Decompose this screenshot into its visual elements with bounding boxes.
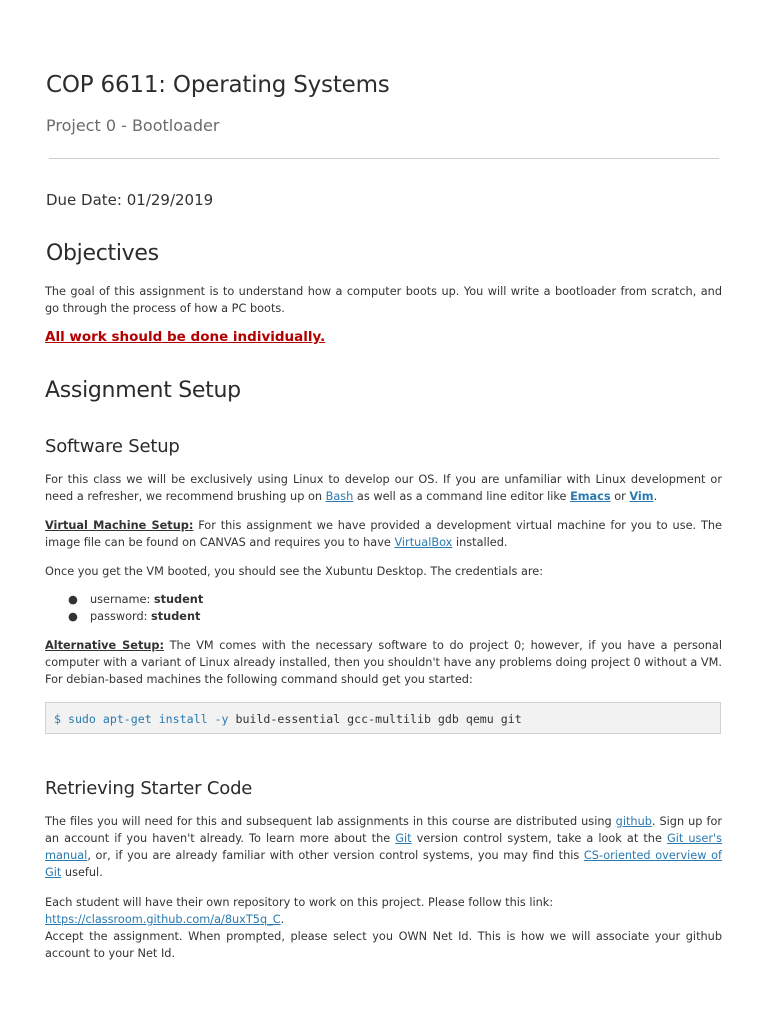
starter-code-paragraph: The files you will need for this and subsequent lab assignments in this course are distributed using github. Sign up for an account if you haven't already. To learn more about the Git version control system, take a look at the Git user's manual, or, if you are already familiar with other version control systems, you may find this CS-oriented overview of Git useful. [45, 815, 723, 879]
classroom-link[interactable]: https://classroom.github.com/a/8uxT5q_C [45, 913, 281, 926]
vm-setup-label: Virtual Machine Setup: [45, 519, 194, 532]
due-date: Due Date: 01/29/2019 [46, 191, 214, 209]
emacs-link[interactable]: Emacs [570, 490, 611, 503]
alternative-setup-label: Alternative Setup: [45, 639, 164, 652]
starter-code-heading: Retrieving Starter Code [45, 778, 253, 799]
title-divider [49, 158, 719, 159]
vim-link[interactable]: Vim [629, 490, 654, 503]
github-link[interactable]: github [615, 815, 652, 828]
software-setup-heading: Software Setup [45, 436, 180, 457]
bash-link[interactable]: Bash [325, 490, 354, 503]
software-setup-paragraph: For this class we will be exclusively using Linux to develop our OS. If you are unfamiliar with Linux development or need a refresher, we recommend brushing up on Bash as well as a command line editor like Emacs or Vim. [45, 473, 722, 503]
vm-setup-paragraph: Virtual Machine Setup: For this assignment we have provided a development virtual machine for you to use. The image file can be found on CANVAS and requires you to have VirtualBox installed. [45, 519, 722, 549]
list-item: ● username: student [68, 593, 204, 606]
page-subtitle: Project 0 - Bootloader [46, 116, 220, 135]
individual-work-warning: All work should be done individually. [45, 329, 326, 345]
credentials-intro: Once you get the VM booted, you should see the Xubuntu Desktop. The credentials are: [45, 565, 544, 578]
git-overview-link[interactable]: CS-oriented overview of Git [45, 849, 722, 879]
git-manual-link[interactable]: Git user's manual [45, 832, 722, 862]
objectives-text: The goal of this assignment is to understand how a computer boots up. You will write a bootloader from scratch, and go through the process of how a PC boots. [45, 285, 722, 315]
objectives-heading: Objectives [46, 241, 159, 266]
repository-paragraph: Each student will have their own repository to work on this project. Please follow this link: https://classroom.github.com/a/8uxT5q_C. Accept the assignment. When prompted, please select you OWN Net Id. This is how we will associate your github account to your Net Id. [45, 896, 722, 960]
credentials-list [68, 591, 203, 625]
list-item: ● password: student [68, 610, 201, 623]
assignment-setup-heading: Assignment Setup [45, 378, 241, 403]
install-command-block[interactable]: $ sudo apt-get install -y build-essential gcc-multilib gdb qemu git [45, 702, 721, 734]
alternative-setup-paragraph: Alternative Setup: The VM comes with the necessary software to do project 0; however, if you have a personal computer with a variant of Linux already installed, then you shouldn't have any problems doing project 0 without a VM. For debian-based machines the following command should get you started: [45, 639, 722, 686]
git-link[interactable]: Git [395, 832, 412, 845]
page-title: COP 6611: Operating Systems [46, 72, 390, 98]
virtualbox-link[interactable]: VirtualBox [394, 536, 453, 549]
